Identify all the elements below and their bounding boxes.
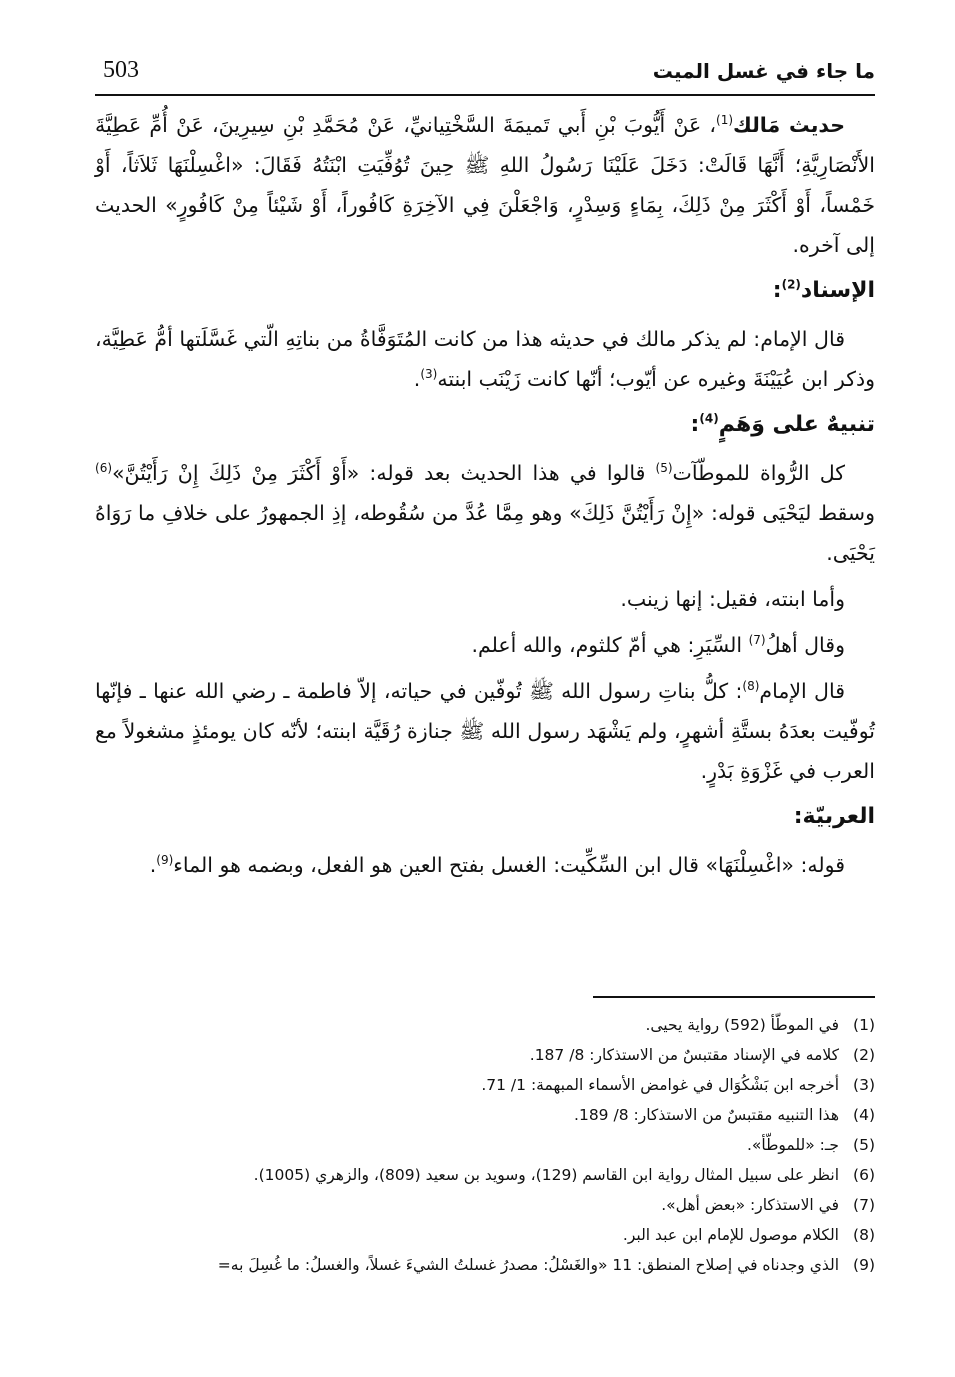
hadith-text: ، عَنْ أَيُّوبَ بْنِ أَبي تَميمَةَ السَّخْتِيانيِّ، عَنْ مُحَمَّدِ بْنِ سِيرِينَ، عَنْ أُمِّ عَطِيَّةَ الأَنْصَارِيَّةِ؛ أَنَّهَا قَالَتْ: دَخَلَ عَلَيْنَا رَسُولُ اللهِ ﷺ حِينَ تُوُفِّيَتِ ابْنَتُهُ فَقَالَ: «اغْسِلْنَهَا ثَلاَثاً، أَوْ خَمْساً، أَوْ أَكْثَرَ مِنْ ذَلِكَ، بِمَاءٍ وَسِدْرٍ، وَاجْعَلْنَ فِي الآخِرَةِ كَافُوراً، أَوْ شَيْئاً مِنْ كَافُورٍ» الحديث إلى آخره.	[95, 113, 875, 257]
paragraph-arabiyya	[95, 845, 875, 885]
footnote-text: انظر على سبيل المثال رواية ابن القاسم (129)، وسويد بن سعيد (809)، والزهري (1005).	[253, 1166, 839, 1184]
tanbih-text-a: كل الرُّواة للموطّآت	[672, 461, 845, 485]
isnad-text: قال الإمام: لم يذكر مالك في حديثه هذا من كانت المُتَوَفَّاةُ من بناتِهِ الّتي غَسَّلَتها أمُّ عَطِيَّة، وذكر ابن عُيَيْنَةَ وغيره عن أيّوب؛ أنّها كانت زَيْنَب ابنته	[95, 327, 875, 391]
paragraph-imam	[95, 671, 875, 791]
footnote-ref-9[interactable]: (9)	[156, 853, 174, 868]
heading-tanbih-text: تنبيهٌ على وَهَمٍ	[718, 412, 875, 437]
footnote-item	[70, 1160, 875, 1190]
tanbih-text-b: قالوا في هذا الحديث بعد قوله: «أَوْ أَكْثَرَ مِنْ ذَلِكَ إِنْ رَأَيْتُنَّ»	[112, 461, 656, 485]
footnote-item	[70, 1010, 875, 1040]
footnote-ref-4[interactable]: (4)	[699, 411, 719, 426]
footnote-item	[70, 1190, 875, 1220]
isnad-tail: .	[413, 367, 421, 391]
heading-tanbih	[95, 405, 875, 445]
footnote-ref-1[interactable]: (1)	[716, 113, 734, 128]
page-header	[95, 55, 875, 91]
footnote-ref-2[interactable]: (2)	[781, 277, 801, 292]
footnote-text: هذا التنبيه مقتبسٌ من الاستذكار: 8/ 189.	[574, 1106, 839, 1124]
paragraph-isnad	[95, 319, 875, 399]
arabiyya-text: قوله: «اغْسِلْنَهَا» قال ابن السِّكِّيت: الغسل بفتح العين هو الفعل، وبضمه هو الماء	[173, 853, 845, 877]
footnote-item	[70, 1130, 875, 1160]
imam-text-a: قال الإمام	[759, 679, 845, 703]
footnote-number: (1)	[853, 1016, 875, 1034]
footnote-text: كلامه في الإسناد مقتبسٌ من الاستذكار: 8/ 187.	[529, 1046, 839, 1064]
footnote-item	[70, 1220, 875, 1250]
tanbih-text-c: وسقط ليَحْيَى قوله: «إِنْ رَأَيْتُنَّ ذَلِكَ» وهو مِمَّا عُدَّ من سُقُوطه، إذِ الجمهورُ على خلافِ ما رَوَاهُ يَحْيَى.	[95, 501, 875, 565]
footnote-number: (5)	[853, 1136, 875, 1154]
footnote-text: الذي وجدناه في إصلاح المنطق: 11 «والغَسْلُ: مصدرُ غسلتُ الشيءَ غسلاً، والغسلُ: ما غُسِلَ به=	[217, 1256, 839, 1274]
hadith-lead: حديث مَالك	[733, 113, 846, 137]
footnote-item	[70, 1040, 875, 1070]
footnote-ref-6[interactable]: (6)	[95, 461, 113, 476]
footnote-text: الكلام موصول للإمام ابن عبد البر.	[622, 1226, 839, 1244]
heading-isnad-text: الإسناد	[800, 278, 875, 303]
footnote-text: في الموطّأ (592) رواية يحيى.	[645, 1016, 839, 1034]
siyar-text-b: السِّيَرِ: هي أمّ كلثوم، والله أعلم.	[471, 633, 749, 657]
footnote-ref-3[interactable]: (3)	[420, 367, 438, 382]
paragraph-daughter	[95, 579, 875, 619]
footnote-number: (7)	[853, 1196, 875, 1214]
footnote-item	[70, 1070, 875, 1100]
paragraph-siyar	[95, 625, 875, 665]
footnotes	[70, 1010, 875, 1280]
footnote-item	[70, 1100, 875, 1130]
footnote-number: (2)	[853, 1046, 875, 1064]
heading-arabiyya: العربيّة:	[793, 804, 875, 829]
footnote-ref-7[interactable]: (7)	[748, 633, 766, 648]
heading-isnad-colon: :	[772, 278, 782, 303]
footnote-text: أخرجه ابن بَشْكُوَال في غوامض الأسماء المبهمة: 1/ 71.	[481, 1076, 839, 1094]
paragraph-tanbih	[95, 453, 875, 573]
running-title: ما جاء في غسل الميت	[652, 59, 875, 83]
imam-text-b: : كلُّ بناتِ رسول الله ﷺ تُوفّين في حياته، إلاّ فاطمة ـ رضي الله عنها ـ فإنّها تُوفّيت بعدَهُ بستَّةِ أشهرٍ، ولم يَشْهَد رسول الله ﷺ جنازة رُقَيَّة ابنته؛ لأنّه كان يومئذٍ مشغولاً مع العرب في غَزْوَةِ بَدْرٍ.	[95, 679, 875, 783]
footnote-ref-8[interactable]: (8)	[742, 679, 760, 694]
footnote-text: في الاستذكار: «بعض أهل».	[661, 1196, 839, 1214]
footnote-rule	[593, 996, 875, 998]
footnote-text: جـ: «للموطّأ».	[746, 1136, 839, 1154]
footnote-number: (8)	[853, 1226, 875, 1244]
page-number: 503	[103, 57, 139, 83]
siyar-text-a: وقال أهلُ	[765, 633, 845, 657]
main-text	[95, 105, 875, 891]
heading-isnad	[95, 271, 875, 311]
arabiyya-tail: .	[149, 853, 157, 877]
paragraph-hadith	[95, 105, 875, 265]
heading-tanbih-colon: :	[690, 412, 700, 437]
header-rule	[95, 94, 875, 96]
footnote-number: (6)	[853, 1166, 875, 1184]
footnote-number: (4)	[853, 1106, 875, 1124]
footnote-item	[70, 1250, 875, 1280]
footnote-number: (9)	[853, 1256, 875, 1274]
footnote-number: (3)	[853, 1076, 875, 1094]
daughter-text: وأما ابنته، فقيل: إنها زينب.	[620, 587, 845, 611]
footnote-ref-5[interactable]: (5)	[655, 461, 673, 476]
